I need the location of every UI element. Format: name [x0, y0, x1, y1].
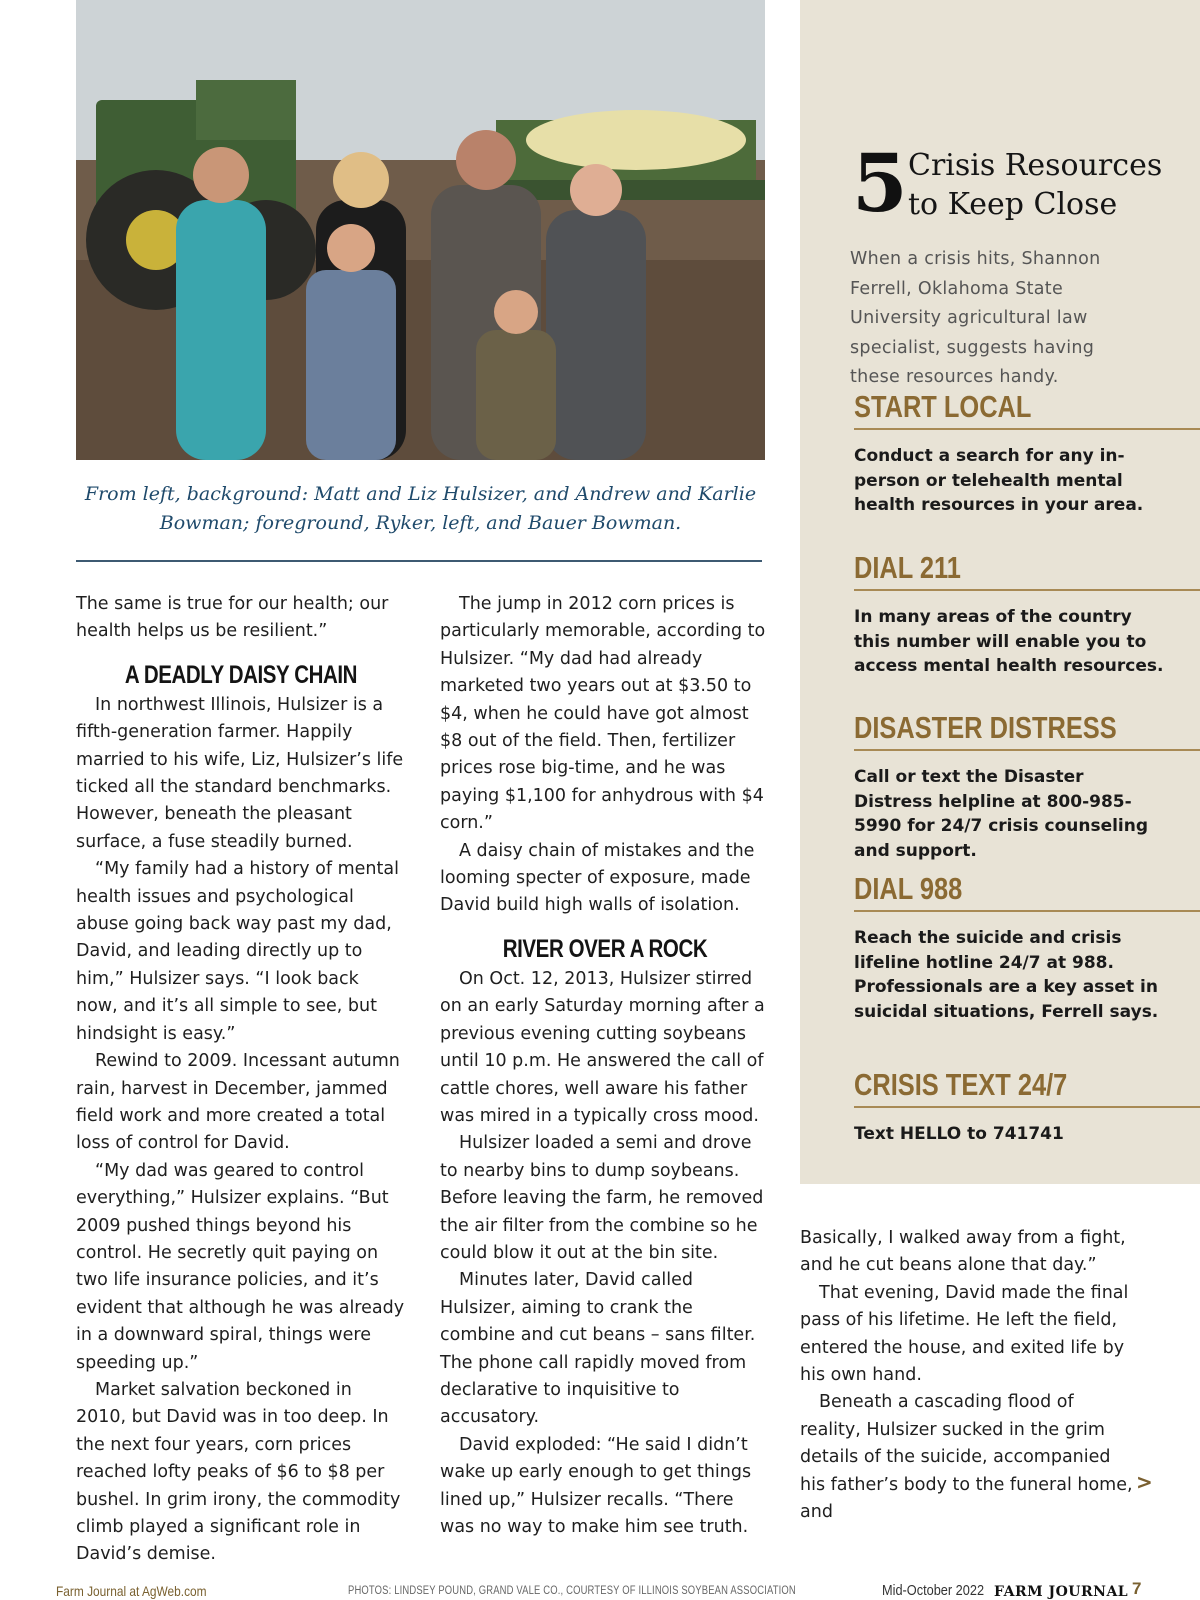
- page-number: 7: [1132, 1579, 1142, 1598]
- paragraph: Minutes later, David called Hulsizer, aiming to crank the combine and cut beans – sans filter. The phone call rapidly moved from declarative to inquisitive to accusatory.: [440, 1270, 756, 1428]
- photo-caption: From left, background: Matt and Liz Hulsizer, and Andrew and Karlie Bowman; foreground, Ryker, left, and Bauer Bowman.: [84, 483, 757, 534]
- resource-dial-988: DIAL 988 Reach the suicide and crisis lifeline hotline 24/7 at 988. Professionals are a key asset in suicidal situations, Ferrell says.: [854, 870, 1200, 1024]
- resource-dial-211: DIAL 211 In many areas of the country this number will enable you to access mental health resources.: [854, 549, 1200, 679]
- footer-site: Farm Journal at AgWeb.com: [56, 1583, 207, 1599]
- continued-arrow-icon: >: [1136, 1470, 1153, 1494]
- photo-credits: PHOTOS: LINDSEY POUND, GRAND VALE CO., COURTESY OF ILLINOIS SOYBEAN ASSOCIATION: [348, 1585, 796, 1597]
- section-heading-daisy-chain: A DEADLY DAISY CHAIN: [124, 660, 358, 689]
- article-column-1: [76, 591, 406, 1569]
- resource-disaster-distress: DISASTER DISTRESS Call or text the Disaster Distress helpline at 800-985-5990 for 24/7 crisis counseling and support.: [854, 709, 1200, 863]
- caption-divider: [76, 560, 762, 562]
- paragraph: Hulsizer loaded a semi and drove to nearby bins to dump soybeans. Before leaving the farm, he removed the air filter from the combine so he could blow it out at the bin site.: [440, 1133, 764, 1263]
- paragraph: The same is true for our health; our health helps us be resilient.”: [76, 594, 389, 642]
- paragraph: A daisy chain of mistakes and the looming specter of exposure, made David build high walls of isolation.: [440, 840, 755, 916]
- section-heading-river-over-rock: RIVER OVER A ROCK: [502, 934, 708, 963]
- paragraph: “My dad was geared to control everything,” Hulsizer explains. “But 2009 pushed things beyond his control. He secretly quit paying on two life insurance policies, and it’s evident that although he was already in a downward spiral, things were speeding up.”: [76, 1160, 405, 1373]
- paragraph: Basically, I walked away from a fight, and he cut beans alone that day.”: [800, 1228, 1126, 1276]
- paragraph: The jump in 2012 corn prices is particularly memorable, according to Hulsizer. “My dad had already marketed two years out at $3.50 to $4, when he could have got almost $8 out of the field. Then, fertilizer prices rose big-time, and he was paying $1,100 for anhydrous with $4 corn.”: [440, 594, 766, 834]
- article-column-3: [800, 1225, 1135, 1526]
- paragraph: Market salvation beckoned in 2010, but David was in too deep. In the next four years, corn prices reached lofty peaks of $6 to $8 per bushel. In grim irony, the commodity climb played a significant role in David’s demise.: [76, 1379, 401, 1565]
- sidebar-intro: When a crisis hits, Shannon Ferrell, Oklahoma State University agricultural law specialist, suggests having these resources handy.: [850, 249, 1101, 387]
- magazine-brand: FARM JOURNAL: [994, 1584, 1129, 1600]
- resource-start-local: START LOCAL Conduct a search for any in-person or telehealth mental health resources in your area.: [854, 388, 1200, 518]
- paragraph: David exploded: “He said I didn’t wake up early enough to get things lined up,” Hulsizer recalls. “There was no way to make him see truth.: [440, 1434, 752, 1537]
- sidebar-title: [852, 136, 1172, 230]
- sidebar-heading: Crisis Resources to Keep Close: [908, 148, 1163, 222]
- paragraph: Rewind to 2009. Incessant autumn rain, harvest in December, jammed field work and more created a total loss of control for David.: [76, 1051, 400, 1154]
- article-column-2: [440, 591, 770, 1541]
- resource-crisis-text: CRISIS TEXT 24/7 Text HELLO to 741741: [854, 1066, 1200, 1147]
- paragraph: In northwest Illinois, Hulsizer is a fifth-generation farmer. Happily married to his wife, Liz, Hulsizer’s life ticked all the standard benchmarks. However, beneath the pleasant surface, a fuse steadily burned.: [76, 694, 404, 852]
- issue-date: Mid-October 2022: [882, 1582, 985, 1599]
- paragraph: On Oct. 12, 2013, Hulsizer stirred on an early Saturday morning after a previous evening cutting soybeans until 10 p.m. He answered the call of cattle chores, well aware his father was mired in a typically cross mood.: [440, 968, 765, 1126]
- paragraph: Beneath a cascading flood of reality, Hulsizer sucked in the grim details of the suicide, accompanied his father’s body to the funeral home, and: [800, 1392, 1133, 1523]
- sidebar-number: 5: [852, 136, 908, 230]
- paragraph: That evening, David made the final pass of his lifetime. He left the field, entered the house, and exited life by his own hand.: [800, 1282, 1129, 1386]
- paragraph: “My family had a history of mental health issues and psychological abuse going back way past my dad, David, and leading directly up to him,” Hulsizer says. “I look back now, and it’s all simple to see, but hindsight is easy.”: [76, 859, 399, 1044]
- family-photo: [76, 0, 765, 460]
